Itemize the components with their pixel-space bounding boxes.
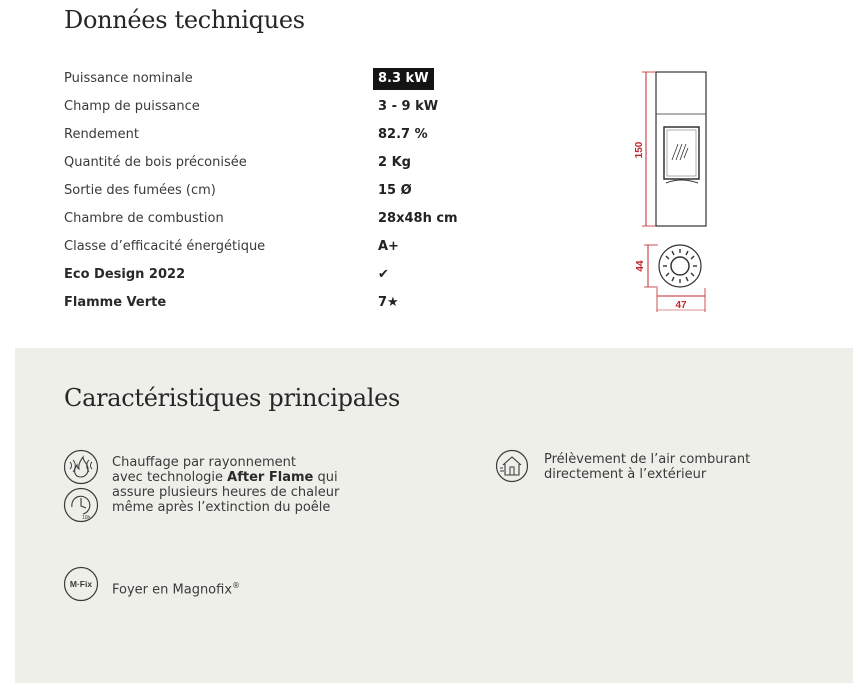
spec-value: 15 Ø	[378, 183, 412, 198]
depth-dimension: 44	[635, 260, 646, 272]
clock-10h-icon	[63, 487, 99, 523]
spec-row	[0, 70, 520, 98]
clock-label: 10h	[82, 515, 91, 521]
spec-value: 8.3 kW	[373, 68, 434, 90]
spec-row	[0, 98, 520, 126]
spec-row	[0, 126, 520, 154]
spec-row	[0, 238, 520, 266]
flame-circle-icon	[63, 449, 99, 485]
features-title: Caractéristiques principales	[64, 384, 401, 412]
spec-value: 7★	[378, 295, 399, 310]
spec-row	[0, 210, 520, 238]
spec-row	[0, 266, 520, 294]
spec-label: Eco Design 2022	[64, 267, 186, 282]
magnofix-text: Foyer en Magnofix®	[112, 581, 241, 598]
spec-row	[0, 182, 520, 210]
outside-air-text: Prélèvement de l’air comburant directement à l’extérieur	[544, 452, 751, 482]
spec-value: 82.7 %	[378, 127, 428, 142]
radiant-heating-text: Chauffage par rayonnement avec technologie After Flame qui assure plusieurs heures de chaleur même après l’extinction du poêle	[112, 455, 340, 515]
stove-dimension-diagram	[628, 64, 728, 314]
spec-value: 2 Kg	[378, 155, 411, 170]
width-dimension: 47	[675, 300, 687, 311]
house-air-icon	[495, 449, 529, 483]
technical-title: Données techniques	[64, 6, 305, 34]
spec-value: ✔	[378, 267, 389, 282]
spec-label: Flamme Verte	[64, 295, 167, 310]
mfix-badge-label: M·Fix	[69, 579, 93, 589]
spec-row	[0, 294, 520, 322]
spec-label: Quantité de bois préconisée	[64, 155, 247, 170]
height-dimension: 150	[634, 141, 645, 159]
spec-label: Chambre de combustion	[64, 211, 224, 226]
spec-value: A+	[378, 239, 399, 254]
spec-label: Rendement	[64, 127, 139, 142]
spec-row	[0, 154, 520, 182]
mfix-badge-icon	[63, 566, 99, 602]
spec-label: Champ de puissance	[64, 99, 200, 114]
spec-label: Puissance nominale	[64, 71, 193, 86]
spec-label: Classe d’efficacité énergétique	[64, 239, 266, 254]
spec-value: 28x48h cm	[378, 211, 458, 226]
spec-value: 3 - 9 kW	[378, 99, 439, 114]
spec-label: Sortie des fumées (cm)	[64, 183, 216, 198]
